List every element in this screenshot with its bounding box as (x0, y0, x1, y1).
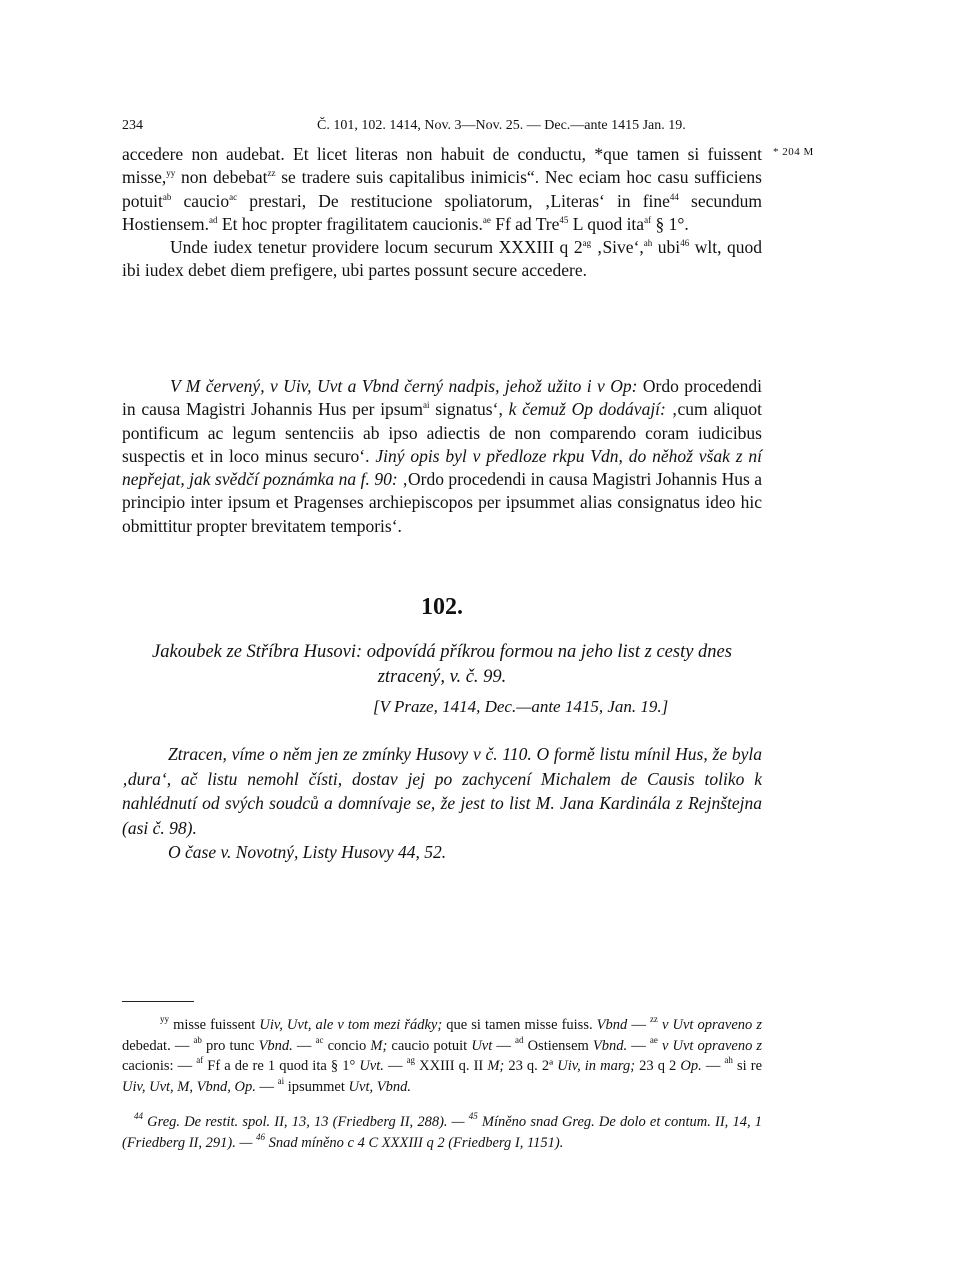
variant-mark: ac (229, 191, 238, 202)
fn-text: Ostiensem (523, 1037, 593, 1054)
text-run: Ff ad Tre (490, 213, 560, 234)
fn-italic: Uvt, Vbnd. (348, 1078, 411, 1095)
italic-run: k čemuž Op dodávají: (508, 399, 666, 420)
fn-italic: Vbnd (596, 1017, 628, 1033)
source-footnotes (122, 1112, 762, 1153)
fn-italic: Op. (680, 1058, 702, 1074)
variant-footnotes: $^{yy}$ misse fuissent Uiv, Uvt, ale v tom mezi řádky; que si tamen misse fuiss. Vbnd — $^{zz}$ v Uvt opraveno z debedat. — $^{ab}$ pro tunc Vbnd. — $^{ac}$ concio M; caucio potuit Uvt — $^{ad}$ Ostiensem Vbnd. — $^{ae}$ v Uvt opraveno z cacionis: — $^{af}$ Ff a de re 1 quod ita § 1° Uvt. — $^{ag}$ XXIII q. II M; 23 q. 2ª Uiv, in marg; 23 q 2 Op. — $^{ah}$ si re Uiv, Uvt, M, Vbnd, Op. — $^{ai}$ ipsummet Uvt, Vbnd. (122, 1014, 763, 1095)
variant-mark: ag (582, 238, 592, 249)
fn-text: — (492, 1037, 515, 1054)
text-run: non debebat (175, 167, 268, 188)
fn-text: cacionis: — (122, 1058, 197, 1074)
letter-commentary (122, 742, 762, 865)
footnote-mark: 44 (669, 191, 679, 202)
text-run: L quod ita (568, 213, 645, 234)
commentary-text: Ztracen, víme o něm jen ze zmínky Husovy v č. 110. O formě listu mínil Hus, že byla ‚dura‘, ač listu nemohl čísti, dostav jej po zachycení Michalem de Causis toliko k nahlédnutí od svých soudců a domnívaje se, že jest to list M. Jana Kardinála z Rejnštejna (asi č. 98). (122, 744, 762, 838)
fn-italic: Uiv, Uvt, M, Vbnd, Op. (122, 1078, 256, 1095)
fn-mark: 45 (468, 1111, 478, 1121)
text-run: Et hoc propter fragilitatem caucionis. (217, 213, 483, 234)
fn-italic: Uiv, Uvt, ale v tom mezi řádky; (259, 1017, 443, 1033)
fn-text: misse fuissent (169, 1017, 260, 1033)
fn-text: ipsummet (284, 1078, 349, 1095)
footnote-mark: 46 (680, 238, 690, 249)
fn-italic: Vbnd. (592, 1037, 628, 1054)
fn-mark: ae (649, 1034, 658, 1045)
letter-dateline: [V Praze, 1414, Dec.—ante 1415, Jan. 19.] (373, 697, 669, 716)
fn-mark: ac (315, 1034, 324, 1045)
editorial-note (122, 375, 762, 538)
fn-mark: ad (514, 1034, 524, 1045)
text-run: ‚cum aliquot pontificum ac legum sentenciis ab ipso adiectis de non comparendo coram iudicibus suspectis et in loco minus securo‘. (122, 399, 762, 466)
fn-mark: ah (724, 1055, 733, 1065)
variant-mark: ae (482, 214, 491, 225)
fn-text: Snad míněno c 4 C XXXIII q 2 (Friedberg I, 1151). (264, 1134, 564, 1151)
footnote-mark: 45 (559, 214, 569, 225)
latin-paragraph-1 (122, 143, 762, 283)
fn-text: — (627, 1037, 650, 1054)
fn-text: debedat. — (122, 1037, 194, 1054)
fn-text: — (292, 1037, 316, 1054)
fn-text: — (255, 1078, 278, 1095)
text-run: wlt, quod ibi iudex debet diem prefigere, ubi partes possunt secure accedere. (122, 237, 762, 281)
text-run: prestari, De restitucione spoliatorum, ‚Literas‘ in fine (237, 190, 670, 211)
fn-text: si re (732, 1058, 763, 1074)
fn-italic: M; (370, 1037, 388, 1054)
footnote-rule (122, 1001, 194, 1002)
letter-number: 102. (421, 594, 463, 620)
variant-mark: ad (209, 214, 218, 225)
fn-mark: ag (406, 1055, 416, 1065)
fn-mark: yy (160, 1014, 169, 1024)
text-run: Unde iudex tenetur providere locum securum XXXIII q 2 (170, 237, 583, 258)
fn-text: 23 q 2 (635, 1058, 681, 1074)
fn-text: — (701, 1058, 725, 1074)
variant-mark: yy (166, 168, 176, 179)
fn-italic: v Uvt opraveno z (657, 1017, 763, 1033)
text-run: § 1°. (651, 213, 689, 234)
text-run: secundum Hostiensem. (122, 190, 762, 234)
fn-text: concio (323, 1037, 371, 1054)
commentary-text-2: O čase v. Novotný, Listy Husovy 44, 52. (168, 842, 447, 862)
text-run: accedere non audebat. Et licet literas non habuit de conductu, *que tamen si fuissent misse, (122, 144, 762, 188)
fn-mark: af (196, 1055, 204, 1065)
running-title: Č. 101, 102. 1414, Nov. 3—Nov. 25. — Dec.—ante 1415 Jan. 19. (317, 118, 686, 133)
margin-note: * 204 M (773, 146, 814, 158)
fn-text: — (383, 1058, 407, 1074)
variant-mark: ab (162, 191, 172, 202)
fn-text: caucio potuit (387, 1037, 472, 1054)
text-run: ubi (652, 237, 681, 258)
text-run: se tradere suis capitalibus inimicis“. Nec eciam hoc casu sufficiens potuit (122, 167, 762, 211)
fn-text: Greg. De restit. spol. II, 13, 13 (Friedberg II, 288). — (143, 1114, 469, 1130)
page-number: 234 (122, 118, 143, 133)
variant-mark: ai (422, 400, 430, 411)
fn-mark: ab (193, 1034, 202, 1045)
fn-italic: Vbnd. (258, 1037, 293, 1054)
fn-mark: 46 (255, 1131, 265, 1142)
variant-mark: ah (643, 238, 653, 249)
fn-italic: M; (487, 1058, 505, 1074)
fn-mark: 44 (134, 1111, 143, 1121)
fn-text: Míněno snad Greg. De dolo et contum. II, 14, 1 (Friedberg II, 291). — (122, 1114, 762, 1151)
fn-text: que si tamen misse fuiss. (442, 1017, 597, 1033)
fn-mark: zz (649, 1014, 658, 1024)
letter-title: Jakoubek ze Stříbra Husovi: odpovídá příkrou formou na jeho list z cesty dnes ztracený, v. č. 99. (152, 642, 732, 687)
fn-text: 23 q. 2ª (504, 1058, 558, 1074)
italic-run: Jiný opis byl v předloze rkpu Vdn, do něhož však z ní nepřejat, jak svědčí poznámka na f. 90: (122, 445, 762, 490)
fn-italic: Uvt (471, 1037, 493, 1054)
text-run: Ordo procedendi in causa Magistri Johannis Hus per ipsum (122, 376, 762, 420)
fn-italic: Uiv, in marg; (557, 1058, 636, 1074)
variant-mark: af (644, 214, 652, 225)
fn-mark: ai (277, 1075, 285, 1086)
fn-italic: v Uvt opraveno z (657, 1037, 763, 1054)
fn-italic: Uvt. (359, 1058, 384, 1074)
text-run: signatus‘, (429, 399, 509, 420)
variant-mark: zz (267, 168, 276, 179)
fn-text: XXIII q. II (415, 1058, 488, 1074)
italic-run: V M červený, v Uiv, Uvt a Vbnd černý nadpis, jehož užito i v Op: (170, 376, 638, 396)
fn-text: pro tunc (201, 1037, 259, 1054)
text-run: ‚Sive‘, (591, 237, 644, 258)
text-run: caucio (171, 190, 230, 211)
fn-text: Ff a de re 1 quod ita § 1° (203, 1058, 360, 1074)
text-run: ‚Ordo procedendi in causa Magistri Johannis Hus a principio inter ipsum et Pragenses archiepiscopos per ipsummet alias consignatus ideo hic obmittitur propter brevitatem temporis‘. (122, 469, 763, 536)
